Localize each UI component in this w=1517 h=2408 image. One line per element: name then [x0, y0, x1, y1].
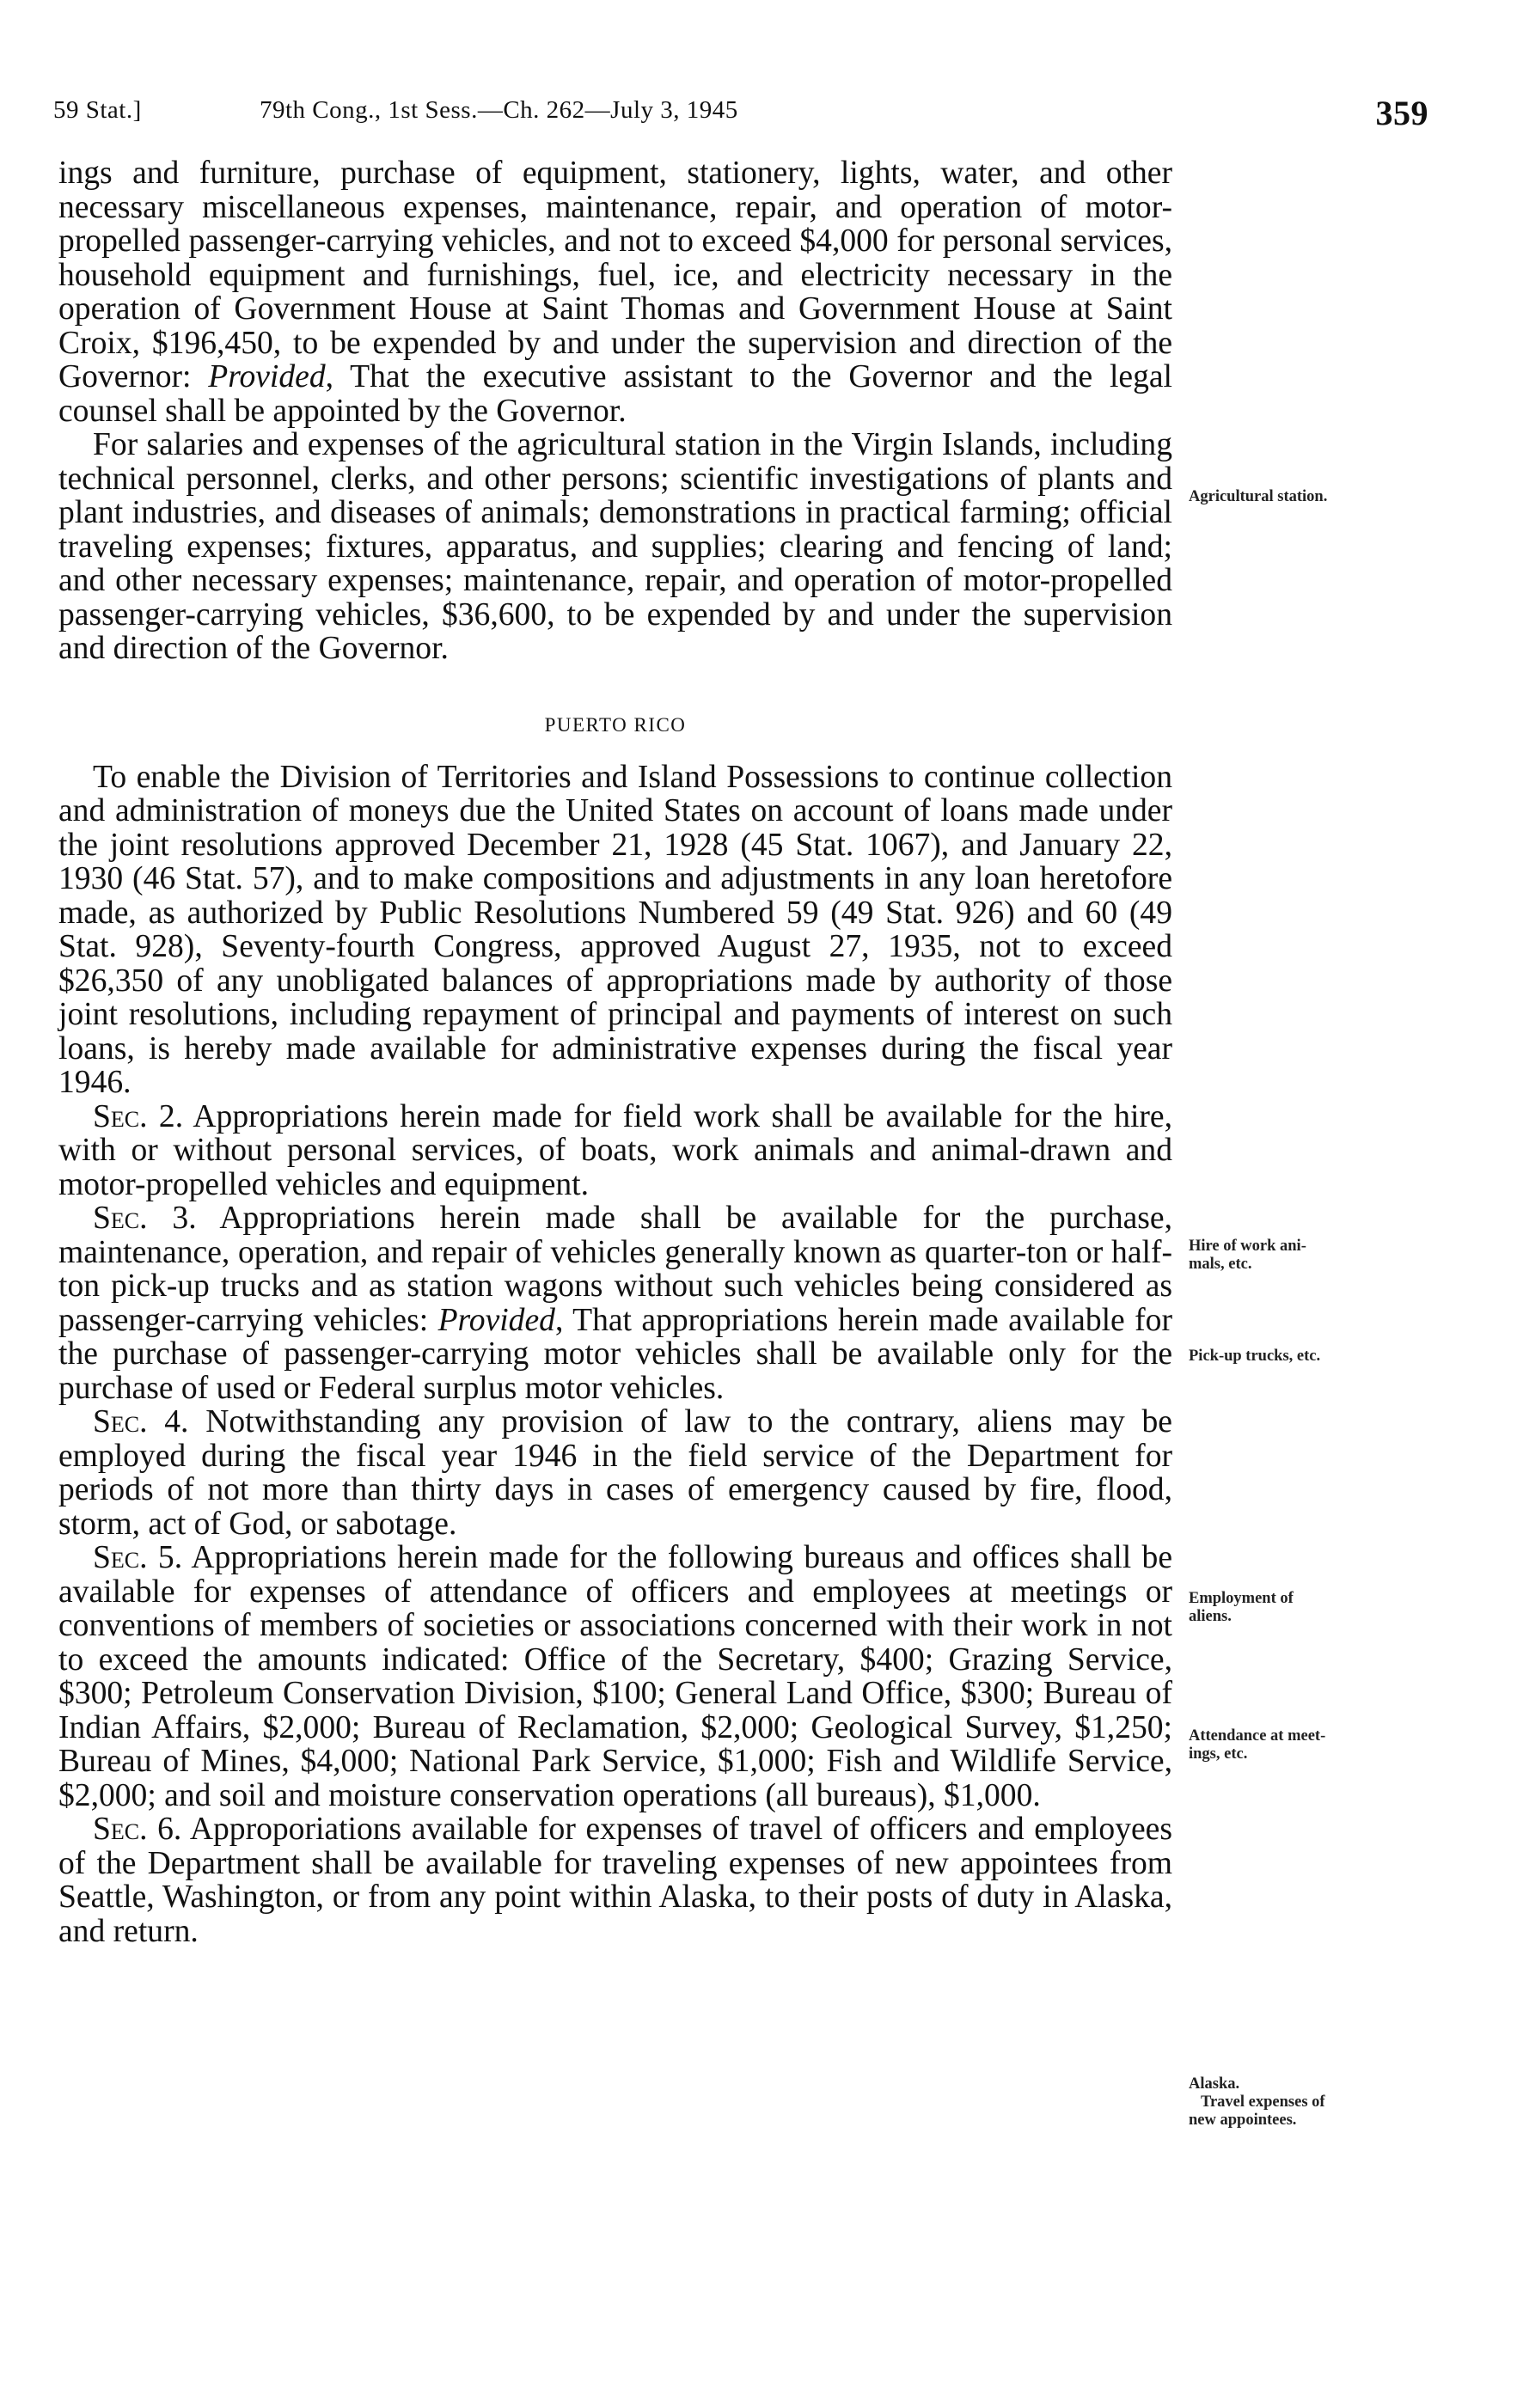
section-4: Sec. 4. Notwithstanding any provision of law to the contrary, aliens may be employed during the fiscal year 1946 in the field service of the Department for periods of not more than thirty days in cases of emergency caused by fire, flood, storm, act of God, or sabotage.: [58, 1404, 1172, 1542]
margin-note-agricultural-station: Agricultural station.: [1189, 488, 1328, 505]
section-3: Sec. 3. Appropriations herein made shall be available for the purchase, maintenance, operation, and repair of vehicles generally known as quarter-ton or half-ton pick-up trucks and as station wagons without such vehicles being considered as passenger-carrying vehicles: Provided, That appropriations herein made available for the purchase of passenger-carrying motor vehicles shall be available only for the purchase of used or Federal surplus motor vehicles.: [58, 1201, 1172, 1406]
section-6: Sec. 6. Approporiations available for expenses of travel of officers and employees of the Department shall be available for traveling expenses of new appointees from Seattle, Washington, or from any point within Alaska, to their posts of duty in Alaska, and return.: [58, 1812, 1172, 1949]
provided-italic: Provided: [208, 359, 326, 394]
margin-note-hire-work-animals: Hire of work ani- mals, etc.: [1189, 1238, 1306, 1273]
margin-note-pickup-trucks: Pick-up trucks, etc.: [1189, 1348, 1321, 1365]
margin-note-attendance-meetings: Attendance at meet- ings, etc.: [1189, 1727, 1326, 1763]
page-number: 359: [1375, 94, 1428, 132]
section-label: Sec. 5.: [93, 1540, 183, 1575]
section-2: Sec. 2. Appropriations herein made for field work shall be available for the hire, with or without personal services, of boats, work animals and animal-drawn and motor-propelled vehicles and equipment.: [58, 1098, 1172, 1202]
body-text: [58, 156, 1172, 1948]
running-head: [53, 93, 1428, 136]
margin-note-employment-aliens: Employment of aliens.: [1189, 1590, 1294, 1625]
paragraph-agricultural-station: For salaries and expenses of the agricultural station in the Virgin Islands, including technical personnel, clerks, and other persons; scientific investigations of plants and plant industries, and diseases of animals; demonstrations in practical farming; official traveling expenses; fixtures, apparatus, and supplies; clearing and fencing of land; and other necessary expenses; maintenance, repair, and operation of motor-propelled passenger-carrying vehicles, $36,600, to be expended by and under the supervision and direction of the Governor.: [58, 427, 1172, 666]
paragraph-government-house: ings and furniture, purchase of equipment, stationery, lights, water, and other necessary miscellaneous expenses, maintenance, repair, and operation of motor-propelled passenger-carrying vehicles, and not to exceed $4,000 for personal services, household equipment and furnishings, fuel, ice, and electricity necessary in the operation of Government House at Saint Thomas and Government House at Saint Croix, $196,450, to be expended by and under the supervision and direction of the Governor: Provided, That the executive assistant to the Governor and the legal counsel shall be appointed by the Governor.: [58, 156, 1172, 429]
section-label: Sec. 2.: [93, 1098, 184, 1134]
section-label: Sec. 6.: [93, 1812, 182, 1847]
section-label: Sec. 3.: [93, 1201, 197, 1236]
section-heading-puerto-rico: PUERTO RICO: [544, 713, 687, 736]
statute-volume: 59 Stat.]: [53, 96, 142, 124]
section-5: Sec. 5. Appropriations herein made for the following bureaus and offices shall be available for expenses of attendance of officers and employees at meetings or conventions of members of societies or associations concerned with their work in not to exceed the amounts indicated: Office of the Secretary, $400; Grazing Service, $300; Petroleum Conservation Division, $100; General Land Office, $300; Bureau of Indian Affairs, $2,000; Bureau of Reclamation, $2,000; Geological Survey, $1,250; Bureau of Mines, $4,000; National Park Service, $1,000; Fish and Wildlife Service, $2,000; and soil and moisture conservation operations (all bureaus), $1,000.: [58, 1540, 1172, 1813]
paragraph-puerto-rico-loans: To enable the Division of Territories and Island Possessions to continue collection and administration of moneys due the United States on account of loans made under the joint resolutions approved December 21, 1928 (45 Stat. 1067), and January 22, 1930 (46 Stat. 57), and to make compositions and adjustments in any loan heretofore made, as authorized by Public Resolutions Numbered 59 (49 Stat. 926) and 60 (49 Stat. 928), Seventy-fourth Congress, approved August 27, 1935, not to exceed $26,350 of any unobligated balances of appropriations made by authority of those joint resolutions, including repayment of principal and payments of interest on such loans, is hereby made available for administrative expenses during the fiscal year 1946.: [58, 759, 1172, 1100]
margin-note-alaska: Alaska. Travel expenses of new appointees.: [1189, 2075, 1325, 2129]
section-label: Sec. 4.: [93, 1404, 189, 1439]
congress-session-line: 79th Cong., 1st Sess.—Ch. 262—July 3, 1945: [260, 96, 738, 124]
